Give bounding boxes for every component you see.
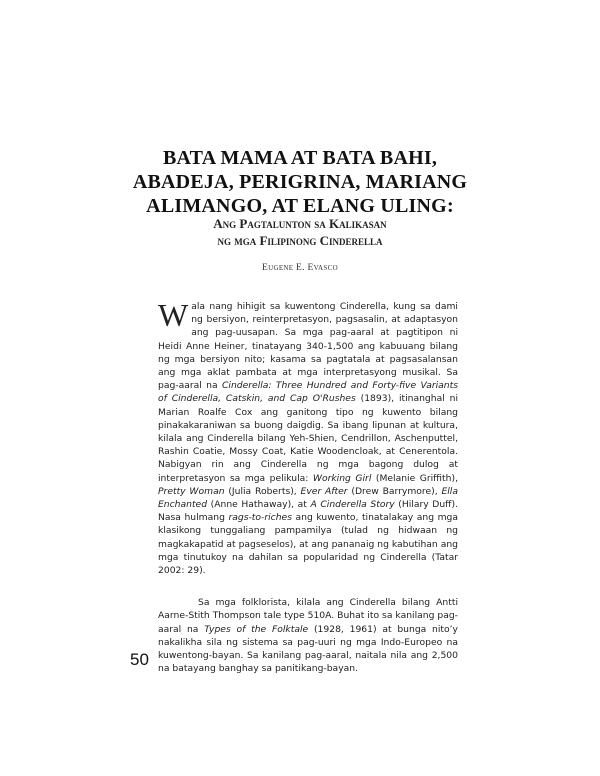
subtitle-line-2: ng mga Filipinong Cinderella bbox=[217, 233, 383, 248]
drop-cap: W bbox=[158, 297, 189, 333]
p1-text: (1893), itinanghal ni Marian Roalfe Cox ang ganitong tipo ng kuwento bilang pinakakaraniwan sa buong daigdig. Sa ibang lipunan at kultura, kilala ang Cinderella bilang Yeh-Shien, Cendrillon, Aschenputtel, Rashin Coatie, Mossy Coat, Katie Woodencloak, at Cenerentola. Nabigyan rin ang Cinderella ng mga bagong dulog at interpretasyon sa mga pelikula: bbox=[158, 393, 458, 484]
title-line-2: ABADEJA, PERIGRINA, MARIANG bbox=[132, 171, 468, 193]
article-title bbox=[120, 146, 480, 218]
p2-text: Sa mga folklorista, kilala ang Cinderella bilang Antti Aarne-Stith Thompson tale type 510A. Buhat ito sa kanilang pag-aaral na bbox=[158, 597, 458, 635]
p1-italic-term: rags-to-riches bbox=[228, 512, 292, 524]
page-number: 50 bbox=[130, 650, 149, 669]
p2-text: (1928, 1961) at bunga nito’y nakalikha sila ng sistema sa pag-uuri ng mga Indo-Europeo na kuwentong-bayan. Sa kanilang pag-aaral, naitala nila ang 2,500 na batayang banghay sa panitikang-bayan. bbox=[158, 623, 458, 675]
article-body bbox=[158, 297, 459, 675]
article-subtitle bbox=[140, 215, 460, 249]
subtitle-line-1: Ang Pagtalunton sa Kalikasan bbox=[213, 216, 387, 231]
p1-text: ala nang hihigit sa kuwentong Cinderella, kung sa dami ng bersiyon, reinterpretasyon, pagsasalin, at adaptasyon ang pag-uusapan. Sa mga pag-aaral at pagtitipon ni Heidi Anne Heiner, tinatayang 340-1,500 ang kabuuang bilang ng mga bersiyon nito; kasama sa pagtatala at pagsasalansan ang mga aklat pambata at mga interpretasyong musikal. Sa pag-aaral na bbox=[158, 301, 458, 392]
p1-text: (Melanie Griffith), bbox=[371, 472, 458, 484]
p1-italic-title: Working Girl bbox=[312, 472, 372, 484]
p1-italic-title: A Cinderella Story bbox=[310, 499, 395, 511]
title-line-3: ALIMANGO, AT ELANG ULING: bbox=[146, 195, 454, 217]
p1-text: (Drew Barrymore), bbox=[347, 485, 442, 497]
title-line-1: BATA MAMA AT BATA BAHI, bbox=[162, 147, 438, 169]
p1-italic-title: Ever After bbox=[300, 485, 348, 497]
p1-italic-title: Cinderella: Three Hundred and Forty-five Variants of Cinderella, Catskin, and Cap O'Rushes bbox=[158, 380, 458, 405]
author-name: Eugene E. Evasco bbox=[262, 263, 338, 273]
paragraph-1 bbox=[158, 297, 459, 577]
p1-italic-title: Ella Enchanted bbox=[158, 485, 458, 511]
p1-text: ang kuwento, tinatalakay ang mga klasikong tunggaliang pampamilya (tulad ng hidwaan ng magkakapatid at pagseselos), at ang pananaig ng kabutihan ang mga tinutukoy na dahilan sa popularidad ng Cinderella (Tatar 2002: 29). bbox=[158, 512, 458, 577]
p2-italic-title: Types of the Folktale bbox=[204, 623, 309, 635]
p1-text: (Julia Roberts), bbox=[224, 485, 301, 497]
p1-text: (Hilary Duff). Nasa hulmang bbox=[158, 499, 459, 524]
p1-text: (Anne Hathaway), at bbox=[207, 499, 311, 511]
p1-italic-title: Pretty Woman bbox=[158, 485, 225, 497]
paragraph-2 bbox=[158, 596, 458, 675]
